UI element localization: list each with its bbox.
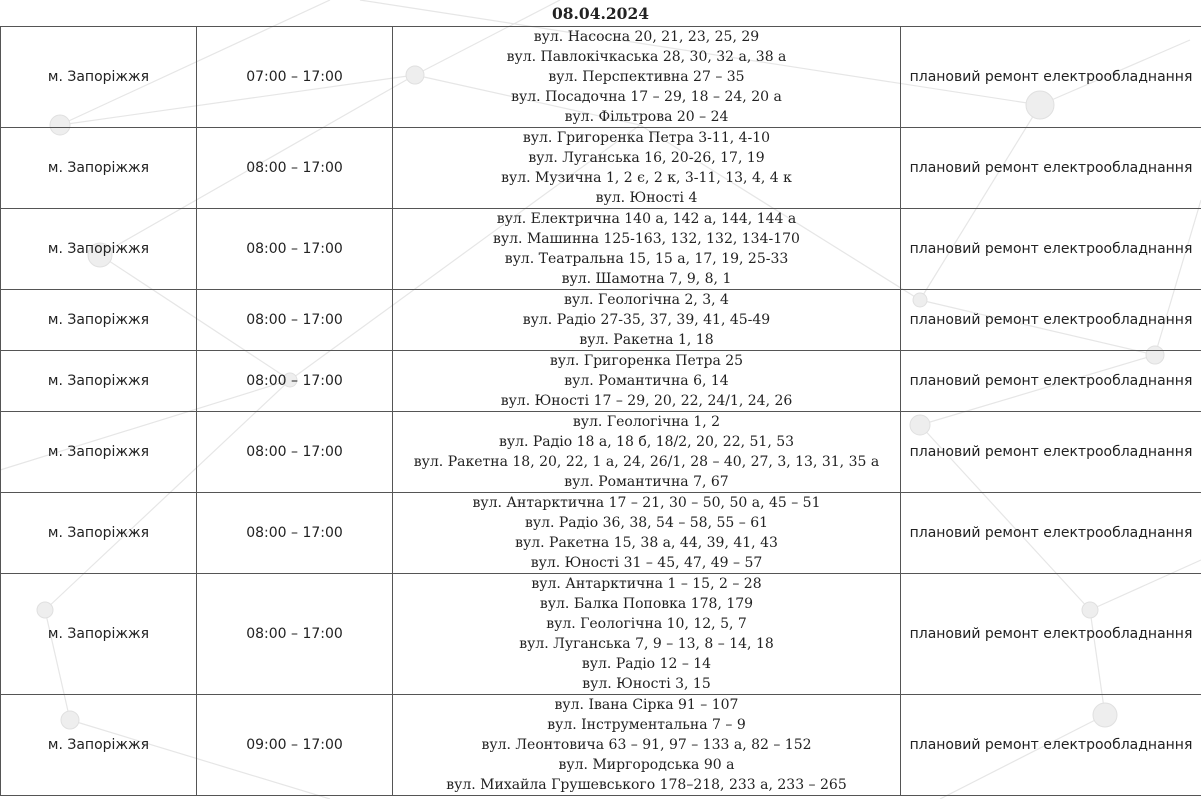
city-cell: м. Запоріжжя	[1, 351, 197, 412]
reason-cell: плановий ремонт електрообладнання	[901, 695, 1201, 796]
street-line: вул. Леонтовича 63 – 91, 97 – 133 а, 82 – 152	[481, 737, 812, 753]
schedule-date: 08.04.2024	[551, 4, 650, 23]
street-line: вул. Геологічна 1, 2	[572, 414, 721, 430]
city-cell: м. Запоріжжя	[1, 574, 197, 695]
time-cell: 08:00 – 17:00	[197, 574, 393, 695]
street-line: вул. Антарктична 1 – 15, 2 – 28	[531, 576, 762, 592]
reason-cell: плановий ремонт електрообладнання	[901, 290, 1201, 351]
reason-cell: плановий ремонт електрообладнання	[901, 574, 1201, 695]
city-cell: м. Запоріжжя	[1, 412, 197, 493]
street-line: вул. Музична 1, 2 є, 2 к, 3-11, 13, 4, 4 к	[501, 170, 792, 186]
street-line: вул. Геологічна 10, 12, 5, 7	[546, 616, 747, 632]
streets-cell	[393, 209, 901, 290]
city-cell: м. Запоріжжя	[1, 695, 197, 796]
street-line: вул. Івана Сірка 91 – 107	[554, 697, 739, 713]
reason-cell: плановий ремонт електрообладнання	[901, 493, 1201, 574]
street-line: вул. Інструментальна 7 – 9	[547, 717, 746, 733]
street-line: вул. Михайла Грушевського 178–218, 233 а, 233 – 265	[446, 777, 847, 793]
street-line: вул. Григоренка Петра 25	[549, 353, 744, 369]
street-line: вул. Ракетна 15, 38 а, 44, 39, 41, 43	[515, 535, 778, 551]
time-cell: 08:00 – 17:00	[197, 351, 393, 412]
table-row	[1, 351, 1201, 412]
time-cell: 09:00 – 17:00	[197, 695, 393, 796]
reason-cell: плановий ремонт електрообладнання	[901, 351, 1201, 412]
street-line: вул. Театральна 15, 15 а, 17, 19, 25-33	[504, 251, 789, 267]
city-cell: м. Запоріжжя	[1, 290, 197, 351]
city-cell: м. Запоріжжя	[1, 128, 197, 209]
time-cell: 08:00 – 17:00	[197, 290, 393, 351]
streets-cell	[393, 695, 901, 796]
street-line: вул. Радіо 12 – 14	[581, 656, 712, 672]
street-line: вул. Григоренка Петра 3-11, 4-10	[522, 130, 771, 146]
street-line: вул. Машинна 125-163, 132, 132, 134-170	[493, 231, 800, 247]
time-cell: 08:00 – 17:00	[197, 128, 393, 209]
reason-cell: плановий ремонт електрообладнання	[901, 27, 1201, 128]
street-line: вул. Миргородська 90 а	[558, 757, 735, 773]
street-line: вул. Ракетна 1, 18	[579, 332, 714, 348]
city-cell: м. Запоріжжя	[1, 27, 197, 128]
street-line: вул. Луганська 16, 20-26, 17, 19	[528, 150, 765, 166]
outage-table	[0, 26, 1201, 796]
streets-cell	[393, 412, 901, 493]
table-row	[1, 493, 1201, 574]
street-line: вул. Посадочна 17 – 29, 18 – 24, 20 а	[511, 89, 782, 105]
time-cell: 08:00 – 17:00	[197, 412, 393, 493]
reason-cell: плановий ремонт електрообладнання	[901, 412, 1201, 493]
street-line: вул. Юності 17 – 29, 20, 22, 24/1, 24, 26	[500, 393, 793, 409]
street-line: вул. Насосна 20, 21, 23, 25, 29	[533, 29, 760, 45]
time-cell: 08:00 – 17:00	[197, 209, 393, 290]
time-cell: 07:00 – 17:00	[197, 27, 393, 128]
street-line: вул. Романтична 7, 67	[564, 474, 729, 490]
city-cell: м. Запоріжжя	[1, 209, 197, 290]
table-row	[1, 27, 1201, 128]
streets-cell	[393, 574, 901, 695]
street-line: вул. Павлокічкаська 28, 30, 32 а, 38 а	[506, 49, 787, 65]
table-row	[1, 290, 1201, 351]
outage-table-body	[1, 27, 1201, 796]
street-line: вул. Юності 4	[595, 190, 698, 206]
table-row	[1, 574, 1201, 695]
streets-cell	[393, 128, 901, 209]
street-line: вул. Фільтрова 20 – 24	[564, 109, 729, 125]
table-row	[1, 128, 1201, 209]
street-line: вул. Балка Поповка 178, 179	[539, 596, 754, 612]
street-line: вул. Романтична 6, 14	[564, 373, 729, 389]
street-line: вул. Шамотна 7, 9, 8, 1	[561, 271, 732, 287]
time-cell: 08:00 – 17:00	[197, 493, 393, 574]
street-line: вул. Радіо 36, 38, 54 – 58, 55 – 61	[524, 515, 769, 531]
street-line: вул. Радіо 27-35, 37, 39, 41, 45-49	[522, 312, 771, 328]
reason-cell: плановий ремонт електрообладнання	[901, 209, 1201, 290]
street-line: вул. Ракетна 18, 20, 22, 1 а, 24, 26/1, 28 – 40, 27, 3, 13, 31, 35 а	[413, 454, 880, 470]
street-line: вул. Антарктична 17 – 21, 30 – 50, 50 а, 45 – 51	[472, 495, 821, 511]
table-row	[1, 412, 1201, 493]
streets-cell	[393, 27, 901, 128]
street-line: вул. Геологічна 2, 3, 4	[564, 292, 729, 308]
streets-cell	[393, 290, 901, 351]
street-line: вул. Електрична 140 а, 142 а, 144, 144 а	[496, 211, 797, 227]
streets-cell	[393, 493, 901, 574]
city-cell: м. Запоріжжя	[1, 493, 197, 574]
reason-cell: плановий ремонт електрообладнання	[901, 128, 1201, 209]
streets-cell	[393, 351, 901, 412]
table-row	[1, 209, 1201, 290]
street-line: вул. Юності 31 – 45, 47, 49 – 57	[530, 555, 763, 571]
street-line: вул. Перспективна 27 – 35	[548, 69, 745, 85]
table-row	[1, 695, 1201, 796]
street-line: вул. Юності 3, 15	[582, 676, 711, 692]
street-line: вул. Луганська 7, 9 – 13, 8 – 14, 18	[519, 636, 774, 652]
street-line: вул. Радіо 18 а, 18 б, 18/2, 20, 22, 51, 53	[498, 434, 795, 450]
